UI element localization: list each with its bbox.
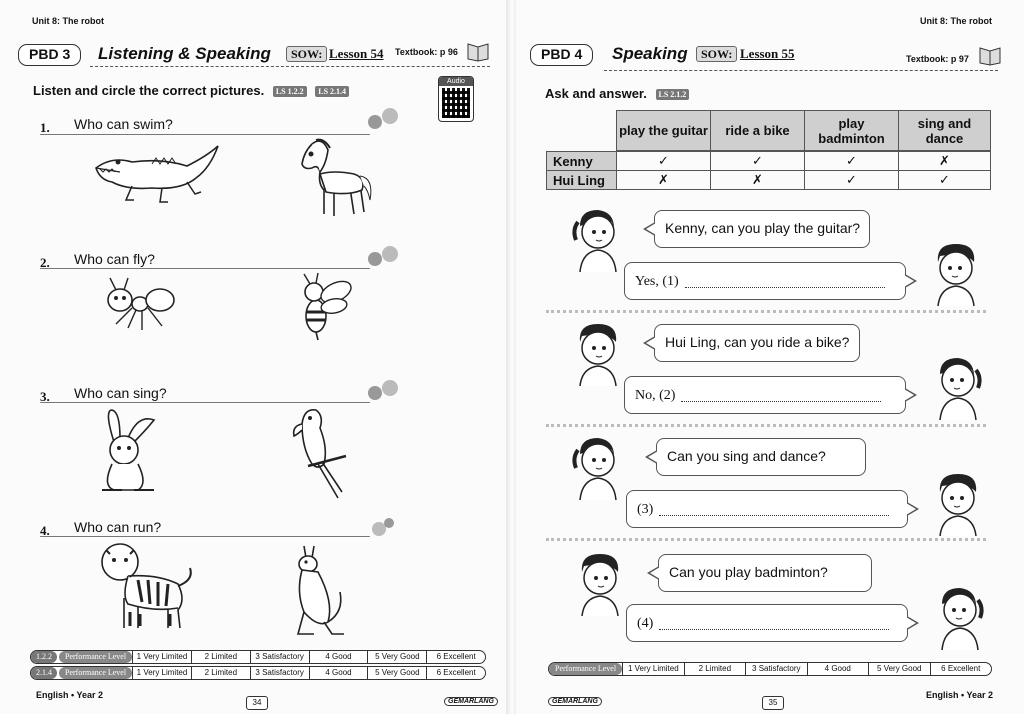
answer-bubble[interactable] [624, 376, 906, 414]
publisher-logo: GEMARLANG [444, 697, 498, 706]
decorative-blob-icon [368, 386, 382, 400]
skill-code: LS 1.2.2 [273, 86, 307, 97]
section-divider [546, 424, 986, 427]
performance-row [30, 650, 486, 664]
level-option[interactable]: 1 Very Limited [132, 651, 191, 663]
answer-prefix: (4) [637, 616, 654, 631]
level-option[interactable]: 5 Very Good [367, 651, 426, 663]
section-divider [546, 538, 986, 541]
section-divider [546, 310, 986, 313]
table-cell: ✓ [711, 152, 805, 171]
parrot-picture[interactable] [288, 404, 350, 500]
kangaroo-picture[interactable] [288, 542, 346, 638]
audio-label: Audio [439, 77, 473, 86]
performance-row [30, 666, 486, 680]
row-name: Hui Ling [547, 171, 617, 190]
question-number: 3. [40, 389, 50, 404]
answer-bubble[interactable] [626, 604, 908, 642]
unit-label: Unit 8: The robot [920, 16, 992, 26]
decorative-blob-icon [382, 246, 398, 262]
question-text: Who can swim? [74, 116, 173, 132]
book-icon [978, 44, 1002, 66]
rabbit-picture[interactable] [94, 406, 160, 496]
level-option[interactable]: 3 Satisfactory [745, 663, 806, 675]
header-divider [604, 70, 998, 71]
level-option[interactable]: 2 Limited [191, 651, 250, 663]
qr-code[interactable] [438, 76, 474, 122]
table-header: ride a bike [711, 111, 805, 151]
ant-picture[interactable] [102, 276, 180, 334]
decorative-blob-icon [382, 380, 398, 396]
question-underline [40, 268, 370, 269]
table-cell: ✓ [805, 171, 899, 190]
level-option[interactable]: 4 Good [309, 651, 368, 663]
instruction-text: Ask and answer. [545, 86, 647, 101]
decorative-blob-icon [368, 252, 382, 266]
performance-row [548, 662, 992, 676]
answer-blank[interactable] [659, 502, 889, 516]
answer-prefix: (3) [637, 502, 654, 517]
instruction [33, 83, 349, 98]
crocodile-picture[interactable] [92, 138, 222, 210]
level-option[interactable]: 1 Very Limited [132, 667, 191, 679]
answer-bubble[interactable] [624, 262, 906, 300]
answer-prefix: Yes, (1) [635, 274, 679, 289]
decorative-blob-icon [368, 115, 382, 129]
page-number: 34 [246, 696, 268, 710]
footer-text: English • Year 2 [926, 690, 994, 700]
unit-label: Unit 8: The robot [32, 16, 104, 26]
boy-avatar-icon [572, 320, 622, 386]
textbook-ref: Textbook: p 97 [906, 54, 969, 64]
level-option[interactable]: 3 Satisfactory [250, 651, 309, 663]
level-option[interactable]: 6 Excellent [426, 667, 485, 679]
question-number: 2. [40, 255, 50, 270]
instruction-text: Listen and circle the correct pictures. [33, 83, 265, 98]
table-cell: ✓ [805, 152, 899, 171]
skill-code: 1.2.2 [31, 651, 57, 663]
question-text: Who can run? [74, 519, 162, 535]
girl-avatar-icon [932, 354, 982, 420]
table-header: play badminton [805, 111, 899, 151]
decorative-blob-icon [382, 108, 398, 124]
question-number: 4. [40, 523, 50, 538]
girl-avatar-icon [572, 434, 622, 500]
pbd-tab: PBD 4 [530, 44, 593, 66]
level-option[interactable]: 6 Excellent [426, 651, 485, 663]
pbd-tab: PBD 3 [18, 44, 81, 66]
table-row [547, 152, 991, 171]
level-option[interactable]: 6 Excellent [930, 663, 991, 675]
level-option[interactable]: 4 Good [309, 667, 368, 679]
table-header: sing and dance [899, 111, 991, 151]
lesson-label: Lesson 55 [740, 46, 795, 61]
bee-picture[interactable] [296, 270, 354, 342]
performance-label: Performance Level [549, 663, 622, 675]
girl-avatar-icon [572, 206, 622, 272]
table-cell: ✗ [899, 152, 991, 171]
left-page [0, 0, 508, 714]
boy-avatar-icon [932, 470, 982, 536]
book-icon [466, 40, 490, 62]
question-number: 1. [40, 120, 50, 135]
question-text: Who can fly? [74, 251, 155, 267]
answer-blank[interactable] [685, 274, 885, 288]
level-option[interactable]: 2 Limited [191, 667, 250, 679]
answer-blank[interactable] [659, 616, 889, 630]
question-bubble: Can you play badminton? [658, 554, 872, 592]
table-cell: ✗ [617, 171, 711, 190]
skill-code: LS 2.1.4 [315, 86, 349, 97]
answer-bubble[interactable] [626, 490, 908, 528]
header-divider [90, 66, 490, 67]
skill-code: LS 2.1.2 [656, 89, 690, 100]
table-cell: ✓ [617, 152, 711, 171]
skill-code: 2.1.4 [31, 667, 57, 679]
table-header: play the guitar [617, 111, 711, 151]
row-name: Kenny [547, 152, 617, 171]
horse-picture[interactable] [294, 134, 374, 222]
level-option[interactable]: 5 Very Good [367, 667, 426, 679]
boy-avatar-icon [930, 240, 980, 306]
boy-avatar-icon [574, 550, 624, 616]
sow-badge: SOW: [696, 46, 737, 62]
level-option[interactable]: 2 Limited [684, 663, 745, 675]
page-title: Listening & Speaking [98, 44, 271, 63]
answer-blank[interactable] [681, 388, 881, 402]
question-underline [40, 402, 370, 403]
ability-table-body [546, 151, 991, 190]
answer-prefix: No, (2) [635, 388, 676, 403]
question-text: Who can sing? [74, 385, 167, 401]
level-option[interactable]: 1 Very Limited [622, 663, 683, 675]
footer-text: English • Year 2 [36, 690, 104, 700]
performance-label: Performance Level [59, 651, 132, 663]
publisher-logo: GEMARLANG [548, 697, 602, 706]
page-number: 35 [762, 696, 784, 710]
level-option[interactable]: 5 Very Good [868, 663, 929, 675]
table-cell: ✗ [711, 171, 805, 190]
question-bubble: Kenny, can you play the guitar? [654, 210, 870, 248]
ability-table [616, 110, 991, 151]
table-row [547, 171, 991, 190]
lesson-label: Lesson 54 [329, 46, 384, 61]
level-option[interactable]: 3 Satisfactory [250, 667, 309, 679]
question-bubble: Can you sing and dance? [656, 438, 866, 476]
performance-label: Performance Level [59, 667, 132, 679]
question-bubble: Hui Ling, can you ride a bike? [654, 324, 860, 362]
decorative-blob-icon [384, 518, 394, 528]
qr-icon [442, 88, 470, 118]
page-title: Speaking [612, 44, 688, 63]
instruction [545, 86, 689, 101]
sow-badge: SOW: [286, 46, 327, 62]
tiger-picture[interactable] [98, 540, 194, 632]
level-option[interactable]: 4 Good [807, 663, 868, 675]
table-cell: ✓ [899, 171, 991, 190]
textbook-ref: Textbook: p 96 [395, 47, 458, 57]
question-underline [40, 536, 370, 537]
girl-avatar-icon [934, 584, 984, 650]
